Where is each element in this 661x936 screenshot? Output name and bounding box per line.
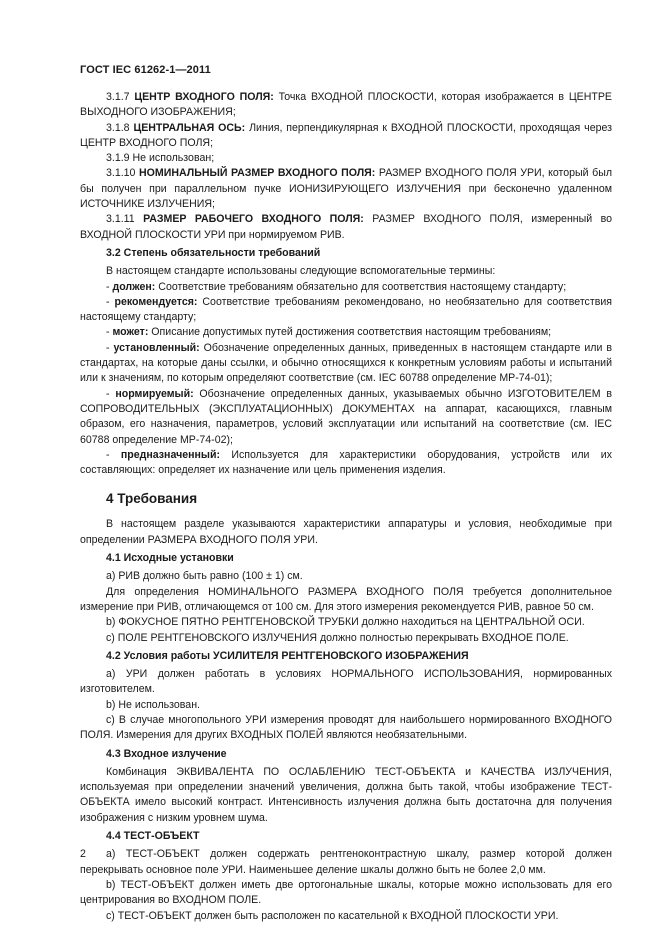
paragraph: с) ПОЛЕ РЕНТГЕНОВСКОГО ИЗЛУЧЕНИЯ должно полностью перекрывать ВХОДНОЕ ПОЛЕ.: [106, 631, 569, 644]
section-4-1-heading: 4.1 Исходные установки: [106, 552, 234, 565]
obligation-item: - предназначенный: Используется для характеристики оборудования, устройств или их составляющих: определяет их назначение или цель применения изделия.: [80, 448, 612, 477]
page-number: 2: [80, 848, 86, 860]
paragraph: с) ТЕСТ-ОБЪЕКТ должен быть расположен по касательной к ВХОДНОЙ ПЛОСКОСТИ УРИ.: [106, 909, 559, 922]
section-4-heading: 4 Требования: [106, 491, 198, 507]
term-3-1-9: 3.1.9 Не использован;: [106, 152, 215, 165]
section-4-4-heading: 4.4 ТЕСТ-ОБЪЕКТ: [106, 830, 200, 843]
paragraph: а) РИВ должно быть равно (100 ± 1) см.: [106, 570, 303, 583]
section-3-2-intro: В настоящем стандарте использованы следующие вспомогательные термины:: [106, 265, 496, 278]
obligation-item: - рекомендуется: Соответствие требованиям рекомендовано, но необязательно для соответствия настоящему стандарту;: [80, 295, 612, 324]
paragraph: а) УРИ должен работать в условиях НОРМАЛЬНОГО ИСПОЛЬЗОВАНИЯ, нормированных изготовителем.: [80, 668, 612, 696]
term-3-1-11: 3.1.11 РАЗМЕР РАБОЧЕГО ВХОДНОГО ПОЛЯ: РАЗМЕР ВХОДНОГО ПОЛЯ, измеренный во ВХОДНОЙ ПЛОСКОСТИ УРИ при нормируемом РИВ.: [80, 213, 612, 241]
obligation-item: - нормируемый: Обозначение определенных данных, указываемых обычно ИЗГОТОВИТЕЛЕМ в СОПРОВОДИТЕЛЬНЫХ (ЭКСПЛУАТАЦИОННЫХ) ДОКУМЕНТАХ на аппарат, касающихся, главным образом, его назначения, параметров, условий эксплуатации или испытаний на соответствие (см. IEC 60788 определение МР-74-02);: [80, 387, 612, 446]
obligation-item: - должен: Соответствие требованиям обязательно для соответствия настоящему стандарту;: [106, 280, 567, 293]
paragraph: с) В случае многопольного УРИ измерения проводят для наибольшего нормированного ВХОДНОГО ПОЛЯ. Измерения для других ВХОДНЫХ ПОЛЕЙ являются необязательными.: [80, 713, 612, 742]
term-3-1-8: 3.1.8 ЦЕНТРАЛЬНАЯ ОСЬ: Линия, перпендикулярная к ВХОДНОЙ ПЛОСКОСТИ, проходящая через ЦЕНТР ВХОДНОГО ПОЛЯ;: [80, 121, 613, 149]
section-3-2-heading: 3.2 Степень обязательности требований: [106, 246, 321, 259]
paragraph: а) ТЕСТ-ОБЪЕКТ должен содержать рентгеноконтрастную шкалу, размер которой должен перекрывать основное поле УРИ. Наименьшее деление шкалы должно быть не более 2,0 мм.: [80, 848, 612, 876]
section-4-intro: В настоящем разделе указываются характеристики аппаратуры и условия, необходимые при определении РАЗМЕРА ВХОДНОГО ПОЛЯ УРИ.: [80, 518, 612, 546]
paragraph: b) Не использован.: [106, 698, 200, 711]
section-4-3-heading: 4.3 Входное излучение: [106, 747, 227, 760]
obligation-item: - установленный: Обозначение определенных данных, приведенных в настоящем стандарте или в стандартах, на которые даны ссылки, и обычно относящихся к конкретным условиям работы и испытаний или к значениям, по которым определяют соответствие (см. IEC 60788 определение МР-74-01);: [80, 341, 612, 385]
paragraph: Комбинация ЭКВИВАЛЕНТА ПО ОСЛАБЛЕНИЮ ТЕСТ-ОБЪЕКТА и КАЧЕСТВА ИЗЛУЧЕНИЯ, используемая при определении значений увеличения, должна быть такой, чтобы изображение ТЕСТ-ОБЪЕКТА имело высокий контраст. Интенсивность излучения должна быть достаточна для получения изображения с низким уровнем шума.: [80, 765, 612, 824]
document-body: [80, 90, 612, 924]
term-3-1-10: 3.1.10 НОМИНАЛЬНЫЙ РАЗМЕР ВХОДНОГО ПОЛЯ: РАЗМЕР ВХОДНОГО ПОЛЯ УРИ, который был бы получен при параллельном пучке ИОНИЗИРУЮЩЕГО ИЗЛУЧЕНИЯ при бесконечно удаленном ИСТОЧНИКЕ ИЗЛУЧЕНИЯ;: [80, 167, 612, 211]
section-4-2-heading: 4.2 Условия работы УСИЛИТЕЛЯ РЕНТГЕНОВСКОГО ИЗОБРАЖЕНИЯ: [106, 649, 469, 662]
paragraph: b) ТЕСТ-ОБЪЕКТ должен иметь две ортогональные шкалы, которые можно использовать для его центрирования во ВХОДНОМ ПОЛЕ.: [80, 878, 612, 907]
obligation-item: - может: Описание допустимых путей достижения соответствия настоящим требованиям;: [106, 326, 552, 339]
term-3-1-7: 3.1.7 ЦЕНТР ВХОДНОГО ПОЛЯ: Точка ВХОДНОЙ ПЛОСКОСТИ, которая изображается в ЦЕНТРЕ ВЫХОДНОГО ИЗОБРАЖЕНИЯ;: [80, 91, 612, 119]
paragraph: b) ФОКУСНОЕ ПЯТНО РЕНТГЕНОВСКОЙ ТРУБКИ должно находиться на ЦЕНТРАЛЬНОЙ ОСИ.: [106, 616, 585, 629]
document-header: ГОСТ IEC 61262-1—2011: [80, 64, 211, 76]
paragraph: Для определения НОМИНАЛЬНОГО РАЗМЕРА ВХОДНОГО ПОЛЯ требуется дополнительное измерение при РИВ, отличающемся от 100 см. Для этого измерения рекомендуется РИВ, равное 50 см.: [80, 585, 612, 613]
